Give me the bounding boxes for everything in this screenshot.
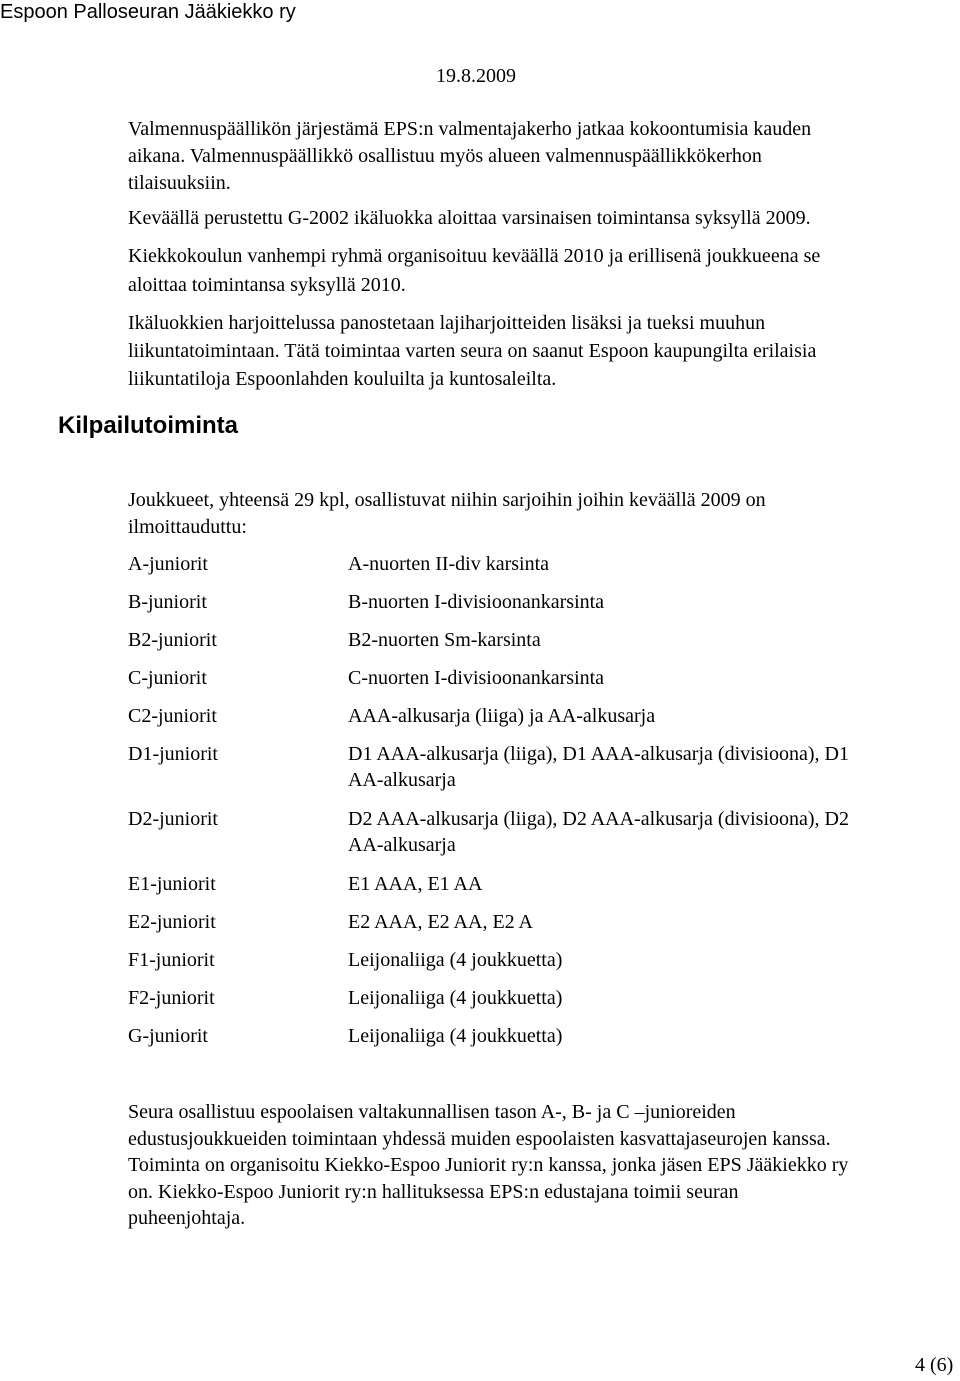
section-heading: Kilpailutoiminta [58,412,238,439]
team-series: A-nuorten II-div karsinta [348,553,550,575]
team-name: D1-juniorit [128,743,218,765]
team-name: B-juniorit [128,591,207,613]
team-series: E2 AAA, E2 AA, E2 A [348,911,533,933]
paragraph-line: edustusjoukkueiden toimintaan yhdessä muiden espoolaisten kasvattajaseurojen kanssa. [128,1127,831,1150]
paragraph-line: aloittaa toimintansa syksyllä 2010. [128,274,406,296]
team-series: Leijonaliiga (4 joukkuetta) [348,949,563,971]
paragraph-g2002 [128,205,958,232]
paragraph-line: ilmoittauduttu: [128,516,247,538]
paragraph-line: Kiekkokoulun vanhempi ryhmä organisoituu keväällä 2010 ja erillisenä joukkueena se [128,245,821,267]
paragraph-line: on. Kiekko-Espoo Juniorit ry:n hallituksessa EPS:n edustajana toimii seuran [128,1180,739,1203]
paragraph-kiekko-espoo [128,1099,958,1232]
paragraph-line: aikana. Valmennuspäällikkö osallistuu myös alueen valmennuspäällikkökerhon [128,145,762,167]
team-series: D2 AAA-alkusarja (liiga), D2 AAA-alkusarja (divisioona), D2 [348,808,849,830]
paragraph-line: Ikäluokkien harjoittelussa panostetaan lajiharjoitteiden lisäksi ja tueksi muuhun [128,312,766,334]
paragraph-line: liikuntatoimintaan. Tätä toimintaa varten seura on saanut Espoon kaupungilta erilaisia [128,340,817,362]
paragraph-teams-intro [128,487,958,541]
paragraph-line: tilaisuuksiin. [128,172,231,194]
header-date: 19.8.2009 [436,65,516,87]
team-series: Leijonaliiga (4 joukkuetta) [348,1025,563,1047]
team-series: AA-alkusarja [348,834,456,856]
team-series: B2-nuorten Sm-karsinta [348,629,541,651]
team-name: B2-juniorit [128,629,217,651]
team-name: G-juniorit [128,1025,208,1047]
page-number: 4 (6) [915,1354,954,1376]
paragraph-training [128,309,958,393]
paragraph-line: Keväällä perustettu G-2002 ikäluokka aloittaa varsinaisen toimintansa syksyllä 2009. [128,207,811,229]
team-name: D2-juniorit [128,808,218,830]
paragraph-line: Joukkueet, yhteensä 29 kpl, osallistuvat niihin sarjoihin joihin keväällä 2009 on [128,489,766,511]
team-name: E1-juniorit [128,873,216,895]
team-name: A-juniorit [128,553,208,575]
paragraph-line: puheenjohtaja. [128,1207,246,1229]
team-name: E2-juniorit [128,911,216,933]
team-name: C-juniorit [128,667,207,689]
team-series: D1 AAA-alkusarja (liiga), D1 AAA-alkusarja (divisioona), D1 [348,743,849,765]
team-name: F1-juniorit [128,949,215,971]
paragraph-hockey-school [128,242,958,300]
paragraph-line: Seura osallistuu espoolaisen valtakunnallisen tason A-, B- ja C –junioreiden [128,1101,736,1123]
team-series: AAA-alkusarja (liiga) ja AA-alkusarja [348,705,656,727]
team-name: F2-juniorit [128,987,215,1009]
paragraph-coach-club [128,116,958,197]
paragraph-line: Valmennuspäällikön järjestämä EPS:n valmentajakerho jatkaa kokoontumisia kauden [128,118,812,140]
team-series: B-nuorten I-divisioonankarsinta [348,591,605,613]
paragraph-line: Toiminta on organisoitu Kiekko-Espoo Juniorit ry:n kanssa, jonka jäsen EPS Jääkiekko ry [128,1154,849,1176]
header-org-name: Espoon Palloseuran Jääkiekko ry [0,1,296,23]
team-name: C2-juniorit [128,705,217,727]
team-series: Leijonaliiga (4 joukkuetta) [348,987,563,1009]
team-series: AA-alkusarja [348,769,456,791]
paragraph-line: liikuntatiloja Espoonlahden kouluilta ja kuntosaleilta. [128,368,557,390]
team-series: E1 AAA, E1 AA [348,873,483,895]
team-series: C-nuorten I-divisioonankarsinta [348,667,605,689]
